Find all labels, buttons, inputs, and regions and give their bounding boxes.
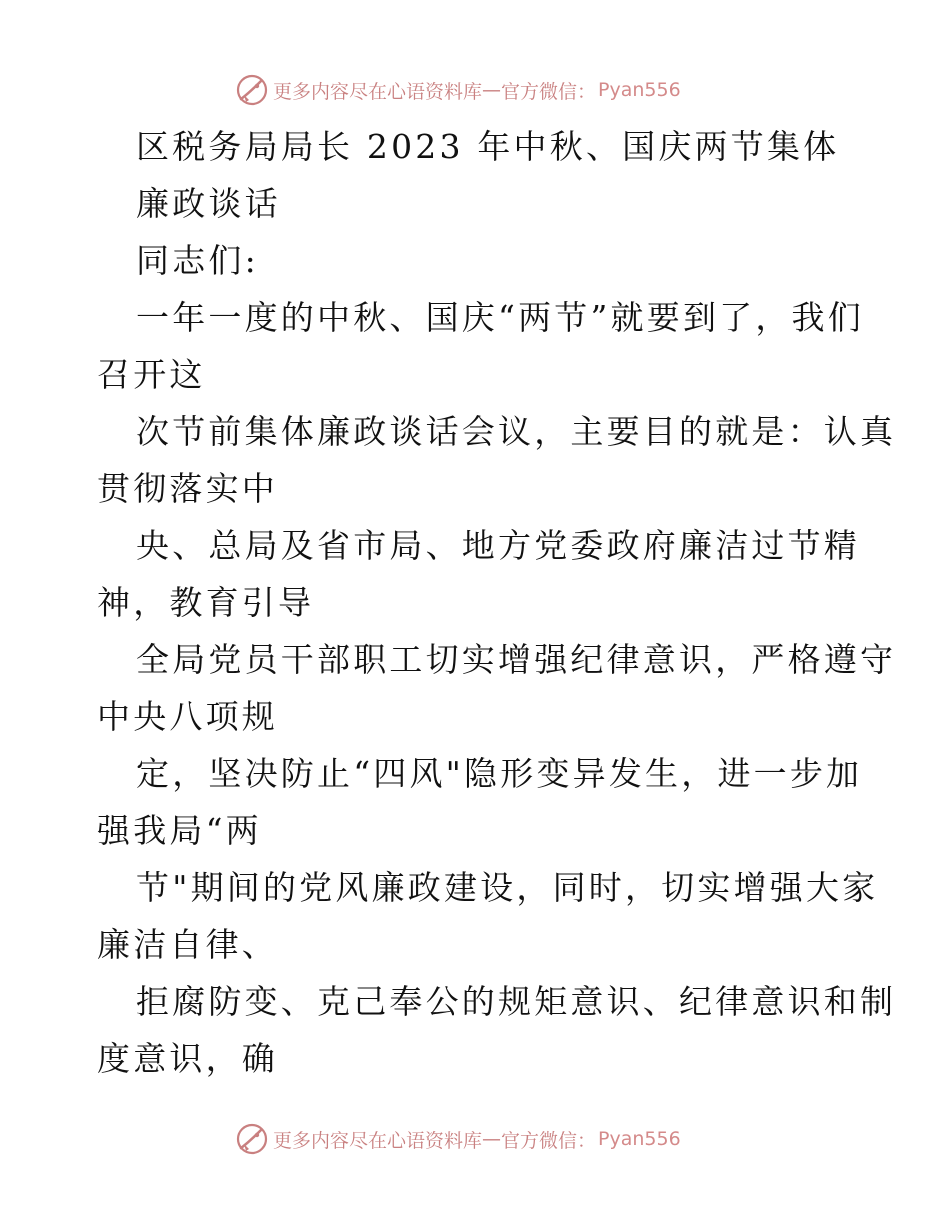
watermark-header (235, 72, 755, 108)
body-line: 强我局“两 (97, 811, 262, 850)
pen-logo-icon (235, 73, 269, 107)
document-title-line-2: 廉政谈话 (136, 184, 281, 223)
watermark-wechat-label: 官方微信： (501, 1129, 597, 1152)
watermark-separator: — (482, 79, 502, 101)
body-line: 节"期间的党风廉政建设，同时，切实增强大家 (136, 868, 879, 907)
body-line: 次节前集体廉政谈话会议，主要目的就是：认真 (136, 412, 897, 451)
body-line: 拒腐防变、克己奉公的规矩意识、纪律意识和制 (136, 982, 897, 1021)
watermark-wechat-id: Pyan556 (598, 79, 681, 101)
document-title-line-1: 区税务局局长 2023 年中秋、国庆两节集体 (136, 127, 840, 166)
watermark-footer (235, 1121, 755, 1157)
body-line: 央、总局及省市局、地方党委政府廉洁过节精 (136, 526, 860, 565)
watermark-separator: — (482, 1128, 502, 1150)
body-line: 召开这 (97, 355, 206, 394)
body-line: 廉洁自律、 (97, 925, 278, 964)
watermark-wechat-label: 官方微信： (501, 80, 597, 103)
body-line: 定，坚决防止“四风"隐形变异发生，进一步加 (136, 754, 863, 793)
pen-logo-icon (235, 1122, 269, 1156)
body-line: 中央八项规 (97, 697, 278, 736)
document-body (97, 118, 897, 1087)
watermark-main-text: 更多内容尽在心语资料库 (273, 80, 483, 103)
body-line: 度意识，确 (97, 1039, 278, 1078)
salutation: 同志们: (136, 241, 259, 280)
watermark-wechat-id: Pyan556 (598, 1128, 681, 1150)
body-line: 全局党员干部职工切实增强纪律意识，严格遵守 (136, 640, 897, 679)
body-line: 一年一度的中秋、国庆“两节”就要到了，我们 (136, 298, 864, 337)
watermark-main-text: 更多内容尽在心语资料库 (273, 1129, 483, 1152)
body-line: 贯彻落实中 (97, 469, 278, 508)
body-line: 神，教育引导 (97, 583, 315, 622)
